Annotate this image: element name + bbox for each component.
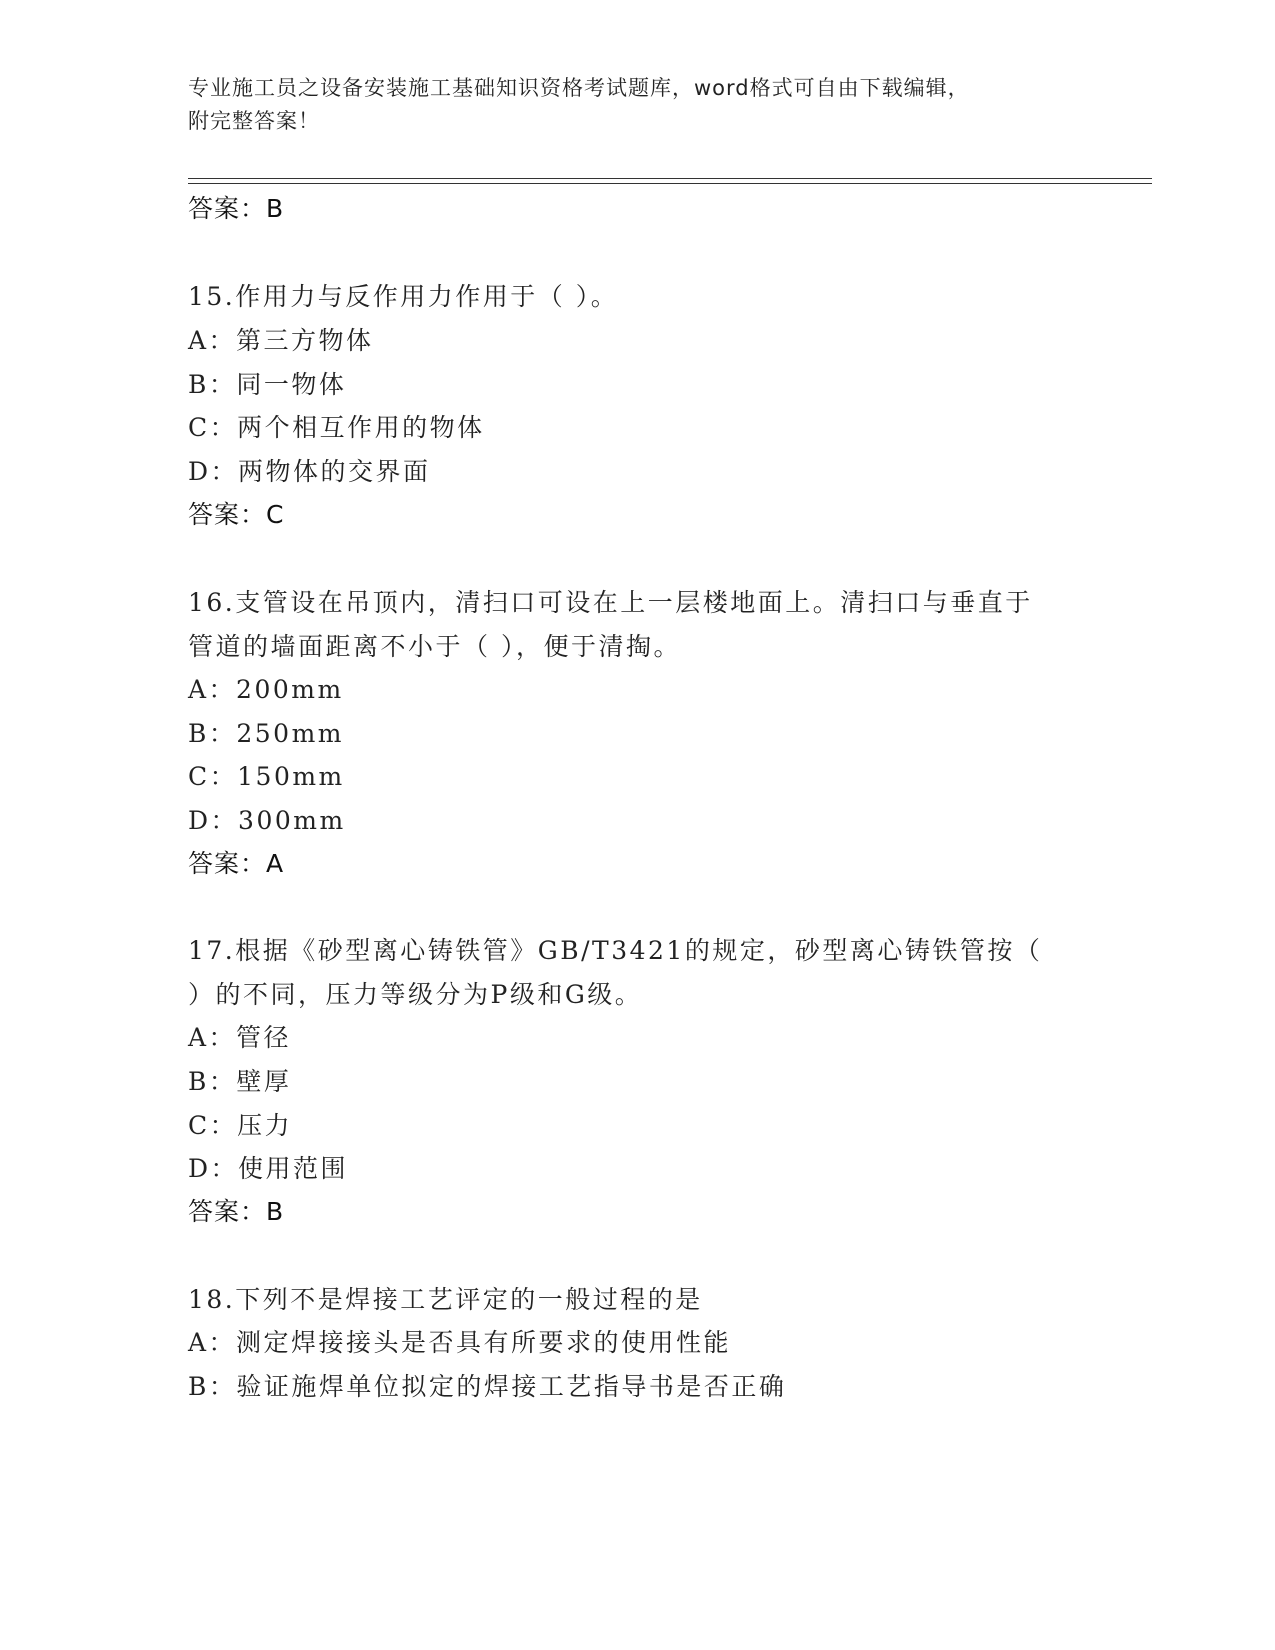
header-line-2: 附完整答案！ — [188, 109, 320, 133]
question-17-option-c: C：压力 — [188, 1111, 293, 1140]
question-17-option-d: D：使用范围 — [188, 1154, 349, 1183]
previous-answer: 答案：B — [188, 194, 285, 223]
question-15-stem: 15.作用力与反作用力作用于（ ）。 — [188, 282, 619, 311]
question-16-option-d: D：300mm — [188, 806, 346, 835]
question-17-answer: 答案：B — [188, 1197, 285, 1226]
question-15-option-d: D：两物体的交界面 — [188, 457, 431, 486]
question-18-stem: 18.下列不是焊接工艺评定的一般过程的是 — [188, 1285, 703, 1314]
question-18-option-b: B：验证施焊单位拟定的焊接工艺指导书是否正确 — [188, 1372, 787, 1401]
question-16-option-c: C：150mm — [188, 762, 345, 791]
question-17-stem-line-1: 17.根据《砂型离心铸铁管》GB/T3421的规定，砂型离心铸铁管按（ — [188, 936, 1043, 965]
question-16-stem-line-1: 16.支管设在吊顶内，清扫口可设在上一层楼地面上。清扫口与垂直于 — [188, 588, 1033, 617]
question-18-option-a: A：测定焊接接头是否具有所要求的使用性能 — [188, 1328, 732, 1357]
header-line-1: 专业施工员之设备安装施工基础知识资格考试题库，word格式可自由下载编辑， — [188, 76, 970, 100]
question-16-answer: 答案：A — [188, 849, 285, 878]
header-divider-bottom — [188, 183, 1152, 184]
question-17-option-a: A：管径 — [188, 1023, 292, 1052]
question-15-option-c: C：两个相互作用的物体 — [188, 413, 485, 442]
question-15-answer: 答案：C — [188, 500, 285, 529]
question-17-option-b: B：壁厚 — [188, 1067, 292, 1096]
question-16-stem-line-2: 管道的墙面距离不小于（ ），便于清掏。 — [188, 632, 681, 661]
question-16-option-a: A：200mm — [188, 675, 344, 704]
question-15-option-a: A：第三方物体 — [188, 326, 374, 355]
document-header — [188, 72, 1068, 138]
question-16-option-b: B：250mm — [188, 719, 345, 748]
question-15-option-b: B：同一物体 — [188, 370, 347, 399]
header-divider-top — [188, 178, 1152, 179]
question-17-stem-line-2: ）的不同，压力等级分为P级和G级。 — [188, 980, 643, 1009]
